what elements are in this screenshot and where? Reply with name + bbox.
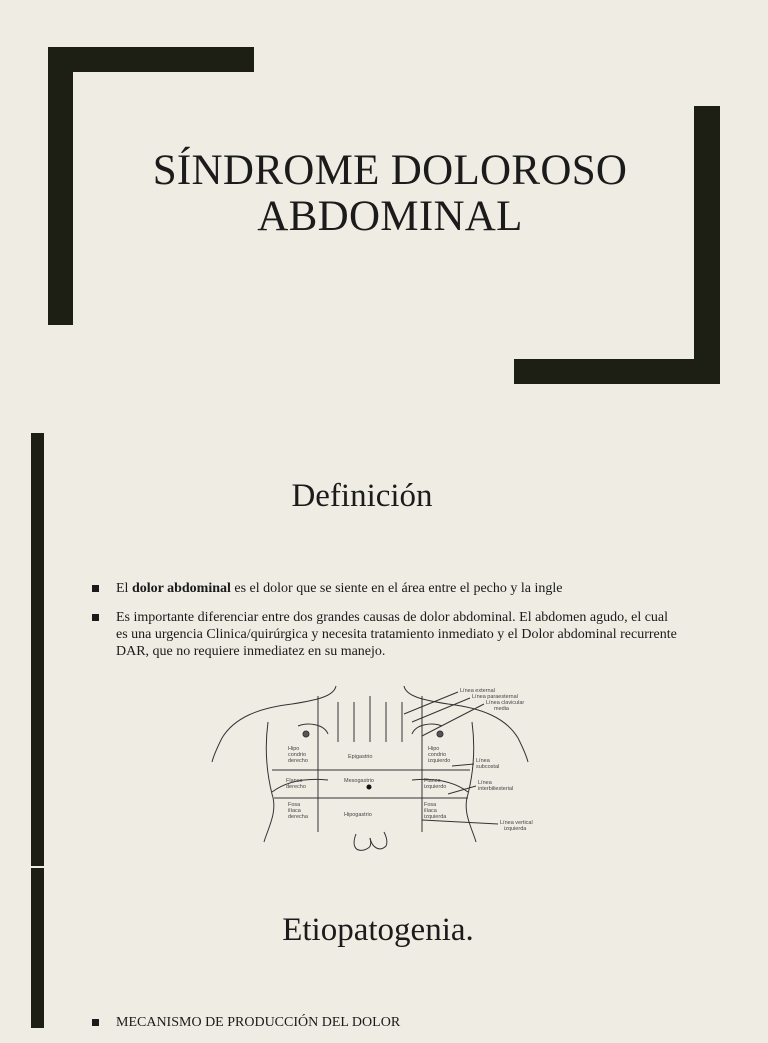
svg-text:Líneainterbiliesterial	[478, 780, 513, 792]
label-fosa-derecha-3: derecha	[288, 814, 308, 820]
label-linea-vertical-2: izquierda	[504, 826, 527, 832]
bullet-marker	[92, 614, 99, 621]
label-hipogastrio: Hipogastrio	[344, 812, 372, 818]
label-linea-subcostal-1: Línea	[476, 758, 490, 764]
abdominal-regions-diagram	[208, 682, 560, 854]
label-linea-clavicular-2: media	[494, 706, 509, 712]
label-hipocondrio-izquierdo-2: condrio	[428, 752, 447, 758]
svg-text:Fosailíacaizquierda	[424, 802, 447, 820]
definition-slide	[0, 410, 768, 1030]
label-fosa-derecha-1: Fosa	[288, 802, 301, 808]
bullet-1-prefix: El	[116, 581, 132, 596]
bullet-item	[92, 609, 682, 660]
title-line-1: SÍNDROME DOLOROSO	[152, 147, 628, 194]
frame-bar-bottom-right-vertical	[694, 106, 720, 384]
label-hipocondrio-derecho-1: Hipo	[288, 746, 300, 752]
label-linea-clavicular-1: Línea clavicular	[486, 700, 525, 706]
svg-text:Flancoizquierdo	[424, 778, 446, 790]
label-linea-external: Línea external	[460, 688, 495, 694]
svg-text:Hipocondrioizquierdo	[428, 746, 450, 764]
title-line-2: ABDOMINAL	[257, 193, 523, 240]
label-linea-vertical-1: Línea vertical	[500, 820, 533, 826]
bullet-2-text: Es importante diferenciar entre dos grandes causas de dolor abdominal. El abdomen agudo, el cual es una urgencia Clinica/quirúrgica y necesita tratamiento inmediato y el Dolor abdominal recurrente DAR, que no requiere inmediatez en su manejo.	[116, 610, 677, 659]
svg-text:Fosailíacaderecha	[288, 802, 309, 820]
label-hipocondrio-derecho-2: condrio	[288, 752, 307, 758]
bullet-item	[92, 1014, 682, 1031]
label-linea-paraesternal: Línea paraesternal	[472, 694, 518, 700]
etiopatogenia-heading: Etiopatogenia.	[282, 912, 474, 948]
label-flanco-derecho-1: Flanco	[286, 778, 303, 784]
bullet-item	[92, 580, 682, 597]
label-hipocondrio-derecho-3: derecho	[288, 758, 308, 764]
label-epigastrio: Epigastrio	[348, 754, 373, 760]
frame-bar-top-left-vertical	[48, 47, 73, 325]
label-fosa-derecha-2: ilíaca	[288, 808, 301, 814]
label-flanco-izquierdo-1: Flanco	[424, 778, 441, 784]
bullet-marker	[92, 1019, 99, 1026]
svg-text:Líneasubcostal	[476, 758, 499, 770]
label-linea-interbili-1: Línea	[478, 780, 492, 786]
bullet-3-text: MECANISMO DE PRODUCCIÓN DEL DOLOR	[116, 1015, 401, 1030]
svg-text:Línea clavicularmedia	[486, 700, 524, 712]
frame-bar-top-left-horizontal	[48, 47, 254, 72]
bullet-1-bold: dolor abdominal	[131, 581, 231, 596]
title-slide	[0, 0, 768, 410]
bullet-marker	[92, 585, 99, 592]
bullet-1-suffix: es el dolor que se siente en el área entre el pecho y la ingle	[230, 581, 563, 596]
label-hipocondrio-izquierdo-1: Hipo	[428, 746, 440, 752]
label-hipocondrio-izquierdo-3: izquierdo	[428, 758, 451, 764]
svg-text:Línea verticalizquierda	[500, 820, 533, 832]
label-linea-interbili-2: interbiliesterial	[478, 786, 514, 792]
label-linea-subcostal-2: subcostal	[476, 764, 500, 770]
label-fosa-izquierda-3: izquierda	[424, 814, 447, 820]
etiopatogenia-bullets	[92, 1014, 682, 1043]
frame-bar-bottom-right-horizontal	[514, 359, 720, 384]
slide-title	[100, 148, 680, 240]
definition-bullets	[92, 580, 682, 672]
svg-text:Hipocondrioderecho	[288, 746, 308, 764]
label-flanco-derecho-2: derecho	[286, 784, 306, 790]
label-flanco-izquierdo-2: izquierdo	[424, 784, 447, 790]
label-mesogastrio: Mesogastrio	[344, 778, 374, 784]
definition-heading: Definición	[291, 478, 433, 514]
label-fosa-izquierda-1: Fosa	[424, 802, 437, 808]
label-fosa-izquierda-2: ilíaca	[424, 808, 437, 814]
